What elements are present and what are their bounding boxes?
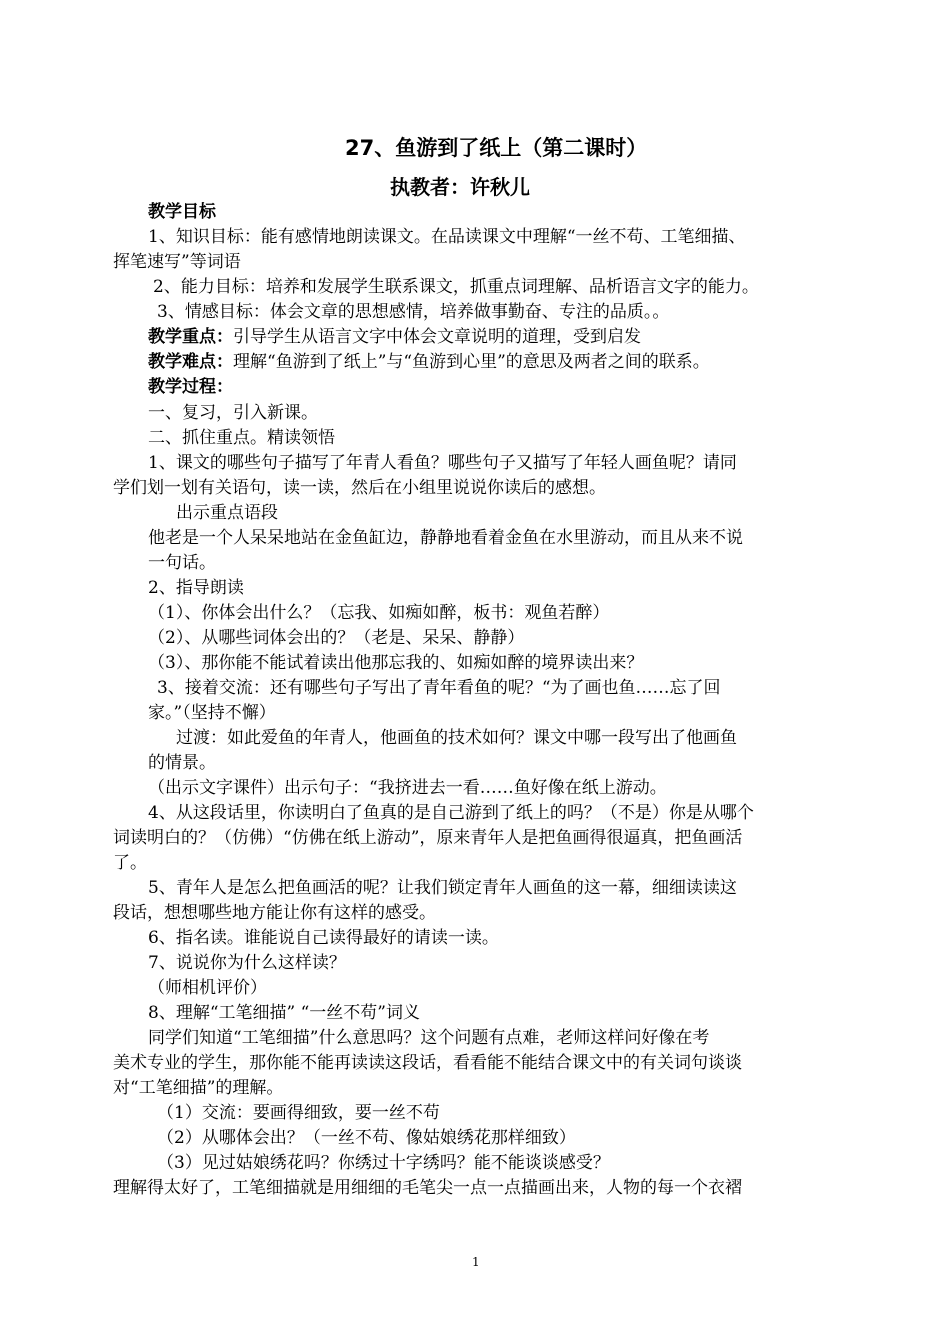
line-text: 一、复习，引入新课。 bbox=[148, 403, 318, 423]
text-line bbox=[113, 901, 436, 925]
line-text: 二、抓住重点。精读领悟 bbox=[148, 428, 335, 448]
line-text: 引导学生从语言文字中体会文章说明的道理，受到启发 bbox=[233, 327, 641, 347]
line-text: 出示重点语段 bbox=[176, 503, 278, 523]
text-line bbox=[148, 375, 233, 399]
text-line bbox=[148, 401, 318, 425]
line-text: 8、理解“工笔细描” “一丝不苟”词义 bbox=[148, 1003, 420, 1023]
line-text: 过渡：如此爱鱼的年青人，他画鱼的技术如何？课文中哪一段写出了他画鱼 bbox=[176, 728, 737, 748]
line-text: 段话，想想哪些地方能让你有这样的感受。 bbox=[113, 903, 436, 923]
line-text: 了。 bbox=[113, 853, 147, 873]
text-line bbox=[113, 250, 241, 274]
line-text: 词读明白的？（仿佛）“仿佛在纸上游动”，原来青年人是把鱼画得很逼真，把鱼画活 bbox=[113, 828, 743, 848]
line-text: 他老是一个人呆呆地站在金鱼缸边，静静地看着金鱼在水里游动，而且从来不说 bbox=[148, 528, 743, 548]
text-line bbox=[157, 676, 721, 700]
line-text: 4、从这段话里，你读明白了鱼真的是自己游到了纸上的吗？（不是）你是从哪个 bbox=[148, 803, 754, 823]
line-text: 挥笔速写”等词语 bbox=[113, 252, 241, 272]
line-text: （2）、从哪些词体会出的？（老是、呆呆、静静） bbox=[148, 628, 525, 648]
text-line bbox=[148, 200, 216, 224]
line-text: 1、课文的哪些句子描写了年青人看鱼？哪些句子又描写了年轻人画鱼呢？请同 bbox=[148, 453, 737, 473]
line-text: 6、指名读。谁能说自己读得最好的请读一读。 bbox=[148, 928, 499, 948]
text-line bbox=[153, 275, 759, 299]
text-line bbox=[113, 1176, 742, 1200]
line-text: 3、情感目标：体会文章的思想感情，培养做事勤奋、专注的品质。。 bbox=[157, 302, 670, 322]
line-text: 理解得太好了，工笔细描就是用细细的毛笔尖一点一点描画出来，人物的每一个衣褶 bbox=[113, 1178, 742, 1198]
document-title: 27、鱼游到了纸上（第二课时） bbox=[345, 136, 648, 160]
line-text: 5、青年人是怎么把鱼画活的呢？让我们锁定青年人画鱼的这一幕，细细读读这 bbox=[148, 878, 737, 898]
text-line bbox=[148, 951, 346, 975]
line-text: 2、能力目标：培养和发展学生联系课文，抓重点词理解、品析语言文字的能力。 bbox=[153, 277, 759, 297]
text-line bbox=[148, 225, 746, 249]
line-text: （1）交流：要画得细致，要一丝不苟 bbox=[157, 1103, 440, 1123]
text-line bbox=[176, 726, 737, 750]
text-line bbox=[148, 551, 216, 575]
text-line bbox=[148, 776, 667, 800]
line-text: （2）从哪体会出？（一丝不苟、像姑娘绣花那样细致） bbox=[157, 1128, 576, 1148]
text-line bbox=[148, 526, 743, 550]
line-text: （师相机评价） bbox=[148, 978, 267, 998]
text-line bbox=[157, 1151, 610, 1175]
text-line bbox=[113, 1051, 742, 1075]
text-line bbox=[148, 751, 216, 775]
author-line: 执教者：许秋儿 bbox=[390, 175, 530, 199]
text-line bbox=[148, 626, 524, 650]
page-number: 1 bbox=[472, 1255, 480, 1269]
text-line bbox=[148, 451, 737, 475]
text-line bbox=[113, 851, 147, 875]
text-line bbox=[148, 1026, 709, 1050]
text-line bbox=[148, 701, 276, 725]
text-line bbox=[148, 926, 499, 950]
text-line bbox=[148, 325, 641, 349]
text-line bbox=[157, 1126, 576, 1150]
line-text: 7、说说你为什么这样读？ bbox=[148, 953, 346, 973]
text-line bbox=[148, 601, 609, 625]
text-line bbox=[148, 976, 267, 1000]
line-text: （出示文字课件）出示句子：“我挤进去一看……鱼好像在纸上游动。 bbox=[148, 778, 667, 798]
line-text: 美术专业的学生，那你能不能再读读这段话，看看能不能结合课文中的有关词句谈谈 bbox=[113, 1053, 742, 1073]
section-label: 教学重点： bbox=[148, 327, 233, 347]
line-text: 学们划一划有关语句，读一读，然后在小组里说说你读后的感想。 bbox=[113, 478, 606, 498]
line-text: （3）见过姑娘绣花吗？你绣过十字绣吗？能不能谈谈感受？ bbox=[157, 1153, 610, 1173]
text-line bbox=[113, 1076, 283, 1100]
line-text: 理解“鱼游到了纸上”与“鱼游到心里”的意思及两者之间的联系。 bbox=[233, 352, 710, 372]
text-line bbox=[148, 576, 244, 600]
line-text: （3）、那你能不能试着读出他那忘我的、如痴如醉的境界读出来？ bbox=[148, 653, 644, 673]
text-line bbox=[148, 426, 335, 450]
line-text: 家。”（坚持不懈） bbox=[148, 703, 276, 723]
line-text: 3、接着交流：还有哪些句子写出了青年看鱼的呢？“为了画也鱼……忘了回 bbox=[157, 678, 721, 698]
section-label: 教学难点： bbox=[148, 352, 233, 372]
text-line bbox=[176, 501, 278, 525]
text-line bbox=[113, 476, 606, 500]
line-text: 2、指导朗读 bbox=[148, 578, 244, 598]
line-text: 同学们知道“工笔细描”什么意思吗？这个问题有点难，老师这样问好像在考 bbox=[148, 1028, 710, 1048]
line-text: 一句话。 bbox=[148, 553, 216, 573]
text-line bbox=[148, 1001, 420, 1025]
text-line bbox=[148, 876, 737, 900]
text-line bbox=[148, 651, 643, 675]
text-line bbox=[148, 801, 754, 825]
line-text: 1、知识目标：能有感情地朗读课文。在品读课文中理解“一丝不苟、工笔细描、 bbox=[148, 227, 746, 247]
text-line bbox=[113, 826, 742, 850]
text-line bbox=[157, 300, 669, 324]
section-label: 教学过程： bbox=[148, 377, 233, 397]
section-label: 教学目标 bbox=[148, 202, 216, 222]
text-line bbox=[148, 350, 710, 374]
line-text: 的情景。 bbox=[148, 753, 216, 773]
line-text: 对“工笔细描”的理解。 bbox=[113, 1078, 284, 1098]
text-line bbox=[157, 1101, 440, 1125]
line-text: （1）、你体会出什么？（忘我、如痴如醉，板书：观鱼若醉） bbox=[148, 603, 610, 623]
